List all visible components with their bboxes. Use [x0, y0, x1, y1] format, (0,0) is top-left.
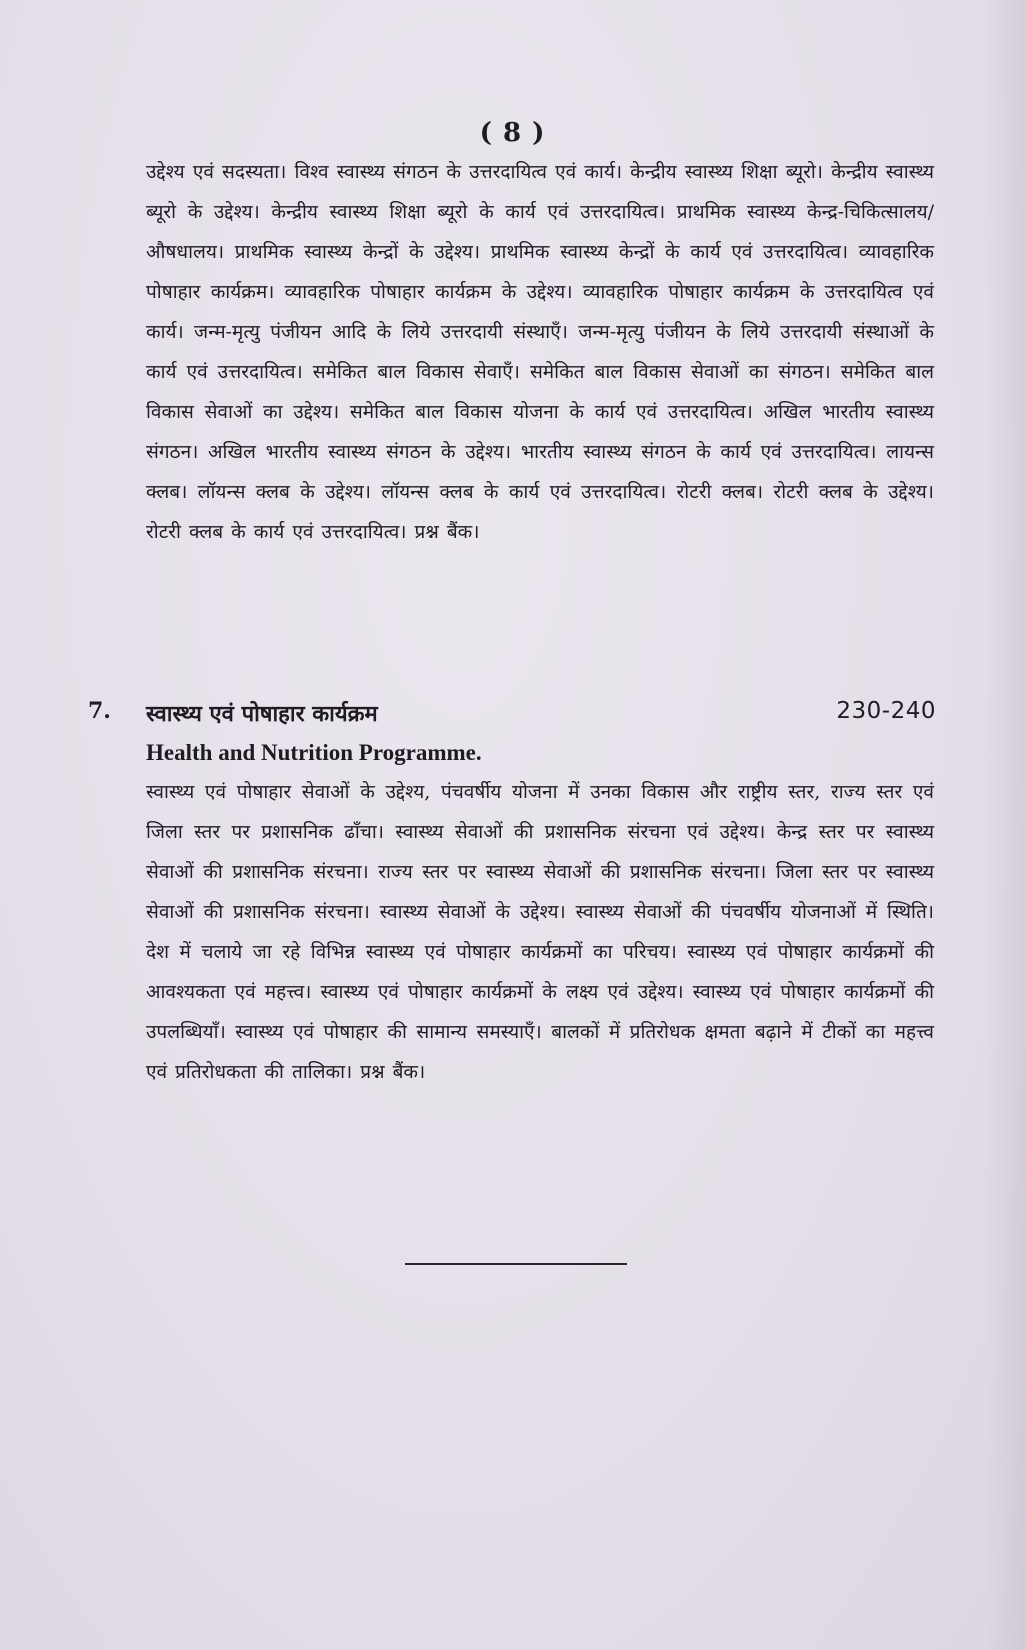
- section-title: स्वास्थ्य एवं पोषाहार कार्यक्रम: [146, 701, 378, 727]
- end-divider: [405, 1263, 627, 1265]
- syllabus-paragraph-section: स्वास्थ्य एवं पोषाहार सेवाओं के उद्देश्य, पंचवर्षीय योजना में उनका विकास और राष्ट्रीय स्तर, राज्य स्तर एवं जिला स्तर पर प्रशासनिक ढाँचा। स्वास्थ्य सेवाओं की प्रशासनिक संरचना एवं उद्देश्य। केन्द्र स्तर पर स्वास्थ्य सेवाओं की प्रशासनिक संरचना। राज्य स्तर पर स्वास्थ्य सेवाओं की प्रशासनिक संरचना। जिला स्तर पर स्वास्थ्य सेवाओं की प्रशासनिक संरचना। स्वास्थ्य सेवाओं के उद्देश्य। स्वास्थ्य सेवाओं की पंचवर्षीय योजनाओं में स्थिति। देश में चलाये जा रहे विभिन्न स्वास्थ्य एवं पोषाहार कार्यक्रमों का परिचय। स्वास्थ्य एवं पोषाहार कार्यक्रमों की आवश्यकता एवं महत्त्व। स्वास्थ्य एवं पोषाहार कार्यक्रमों के लक्ष्य एवं उद्देश्य। स्वास्थ्य एवं पोषाहार कार्यक्रमों की उपलब्धियाँ। स्वास्थ्य एवं पोषाहार की सामान्य समस्याएँ। बालकों में प्रतिरोधक क्षमता बढ़ाने में टीकों का महत्त्व एवं प्रतिरोधकता की तालिका। प्रश्न बैंक।: [146, 781, 934, 1083]
- section-subtitle: Health and Nutrition Programme.: [146, 740, 482, 765]
- page-number: ( 8 ): [479, 118, 546, 148]
- section-number: 7.: [88, 698, 111, 724]
- page-edge-shade: [985, 0, 1025, 1650]
- syllabus-paragraph-intro: उद्देश्य एवं सदस्यता। विश्व स्वास्थ्य संगठन के उत्तरदायित्व एवं कार्य। केन्द्रीय स्वास्थ्य शिक्षा ब्यूरो। केन्द्रीय स्वास्थ्य ब्यूरो के उद्देश्य। केन्द्रीय स्वास्थ्य शिक्षा ब्यूरो के कार्य एवं उत्तरदायित्व। प्राथमिक स्वास्थ्य केन्द्र-चिकित्सालय/औषधालय। प्राथमिक स्वास्थ्य केन्द्रों के उद्देश्य। प्राथमिक स्वास्थ्य केन्द्रों के कार्य एवं उत्तरदायित्व। व्यावहारिक पोषाहार कार्यक्रम। व्यावहारिक पोषाहार कार्यक्रम के उद्देश्य। व्यावहारिक पोषाहार कार्यक्रम के उत्तरदायित्व एवं कार्य। जन्म-मृत्यु पंजीयन आदि के लिये उत्तरदायी संस्थाएँ। जन्म-मृत्यु पंजीयन के लिये उत्तरदायी संस्थाओं के कार्य एवं उत्तरदायित्व। समेकित बाल विकास सेवाएँ। समेकित बाल विकास सेवाओं का संगठन। समेकित बाल विकास सेवाओं का उद्देश्य। समेकित बाल विकास योजना के कार्य एवं उत्तरदायित्व। अखिल भारतीय स्वास्थ्य संगठन। अखिल भारतीय स्वास्थ्य संगठन के उद्देश्य। भारतीय स्वास्थ्य संगठन के कार्य एवं उत्तरदायित्व। लायन्स क्लब। लॉयन्स क्लब के उद्देश्य। लॉयन्स क्लब के कार्य एवं उत्तरदायित्व। रोटरी क्लब। रोटरी क्लब के उद्देश्य। रोटरी क्लब के कार्य एवं उत्तरदायित्व। प्रश्न बैंक।: [146, 161, 934, 543]
- section-heading: [88, 698, 936, 736]
- section-page-range: 230-240: [836, 698, 936, 724]
